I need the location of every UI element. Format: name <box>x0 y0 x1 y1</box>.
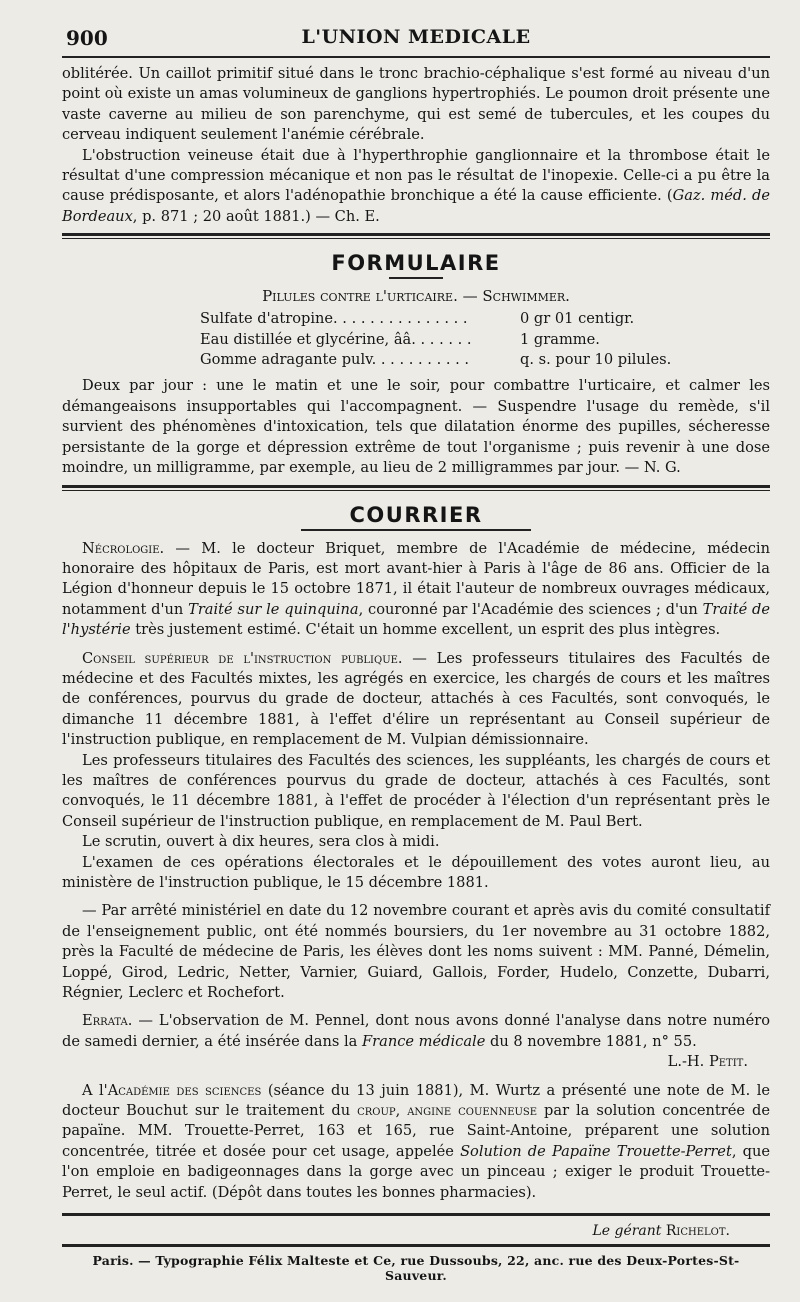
page-header <box>62 22 770 56</box>
prescription-title: Pilules contre l'urticaire. — Schwimmer. <box>262 287 570 306</box>
footer-rule <box>62 1244 770 1247</box>
conseil-label: Conseil supérieur de l'instruction publique. <box>82 649 403 667</box>
conseil-paragraph: Conseil supérieur de l'instruction publique. — Les professeurs titulaires des Facultés de médecine et des Facultés mixtes, les agrégés en exercice, les chargés de cours et les maîtres de conférences, pourvus du grade de docteur, attachés à ces Facultés, sont convoqués, le dimanche 11 décembre 1881, à l'effet d'élire un représentant au Conseil supérieur de l'instruction publique, en remplacement de M. Vulpian démissionnaire. <box>62 649 770 749</box>
necrologie-label: Nécrologie. <box>82 539 165 557</box>
academie-paragraph: A l'Académie des sciences (séance du 13 juin 1881), M. Wurtz a présenté une note de M. le docteur Bouchut sur le traitement du croup, angine couenneuse par la solution concentrée de papaïne. MM. Trouette-Perret, 163 et 165, rue Saint-Antoine, préparent une solution concentrée, titrée et dosée pour cet usage, appelée Solution de Papaïne Trouette-Perret, que l'on emploie en badigeonnages dans la gorge avec un pinceau ; exiger le produit Trouette-Perret, le seul actif. (Dépôt dans toutes les bonnes pharmacies). <box>62 1081 771 1201</box>
arrete-paragraph: — Par arrêté ministériel en date du 12 novembre courant et après avis du comité consultatif de l'enseignement public, ont été nommés boursiers, du 1er novembre au 31 octobre 1882, près la Faculté de médecine de Paris, les élèves dont les noms suivent : MM. Panné, Démelin, Loppé, Girod, Ledric, Netter, Varnier, Guiard, Gallois, Forder, Hudelo, Conzette, Dubarri, Régnier, Leclerc et Rochefort. <box>62 902 770 1002</box>
ingredient-name: Sulfate d'atropine. . . . . . . . . . . . . . . <box>200 310 468 328</box>
page-number: 900 <box>66 26 108 50</box>
printer-imprint: Paris. — Typographie Félix Malteste et Ce, rue Dussoubs, 22, anc. rue des Deux-Portes-St-Sauveur. <box>92 1253 740 1284</box>
section-divider <box>62 485 770 491</box>
source-citation: Gaz. méd. de Bordeaux <box>62 187 771 225</box>
errata-paragraph: Errata. — L'observation de M. Pennel, dont nous avons donné l'analyse dans notre numéro de samedi dernier, a été insérée dans la France médicale du 8 novembre 1881, n° 55. <box>62 1012 770 1050</box>
ingredient-name: Gomme adragante pulv. . . . . . . . . . . <box>200 351 470 369</box>
ingredient-dose: q. s. pour 10 pilules. <box>520 351 672 369</box>
sciences-paragraph: Les professeurs titulaires des Facultés des sciences, les suppléants, les chargés de cours et les maîtres de conférences pourvus du grade de docteur, attachés à ces Facultés, sont convoqués, le 11 décembre 1881, à l'effet de procéder à l'élection d'un représentant près le Conseil supérieur de l'instruction publique, en remplacement de M. Paul Bert. <box>62 751 770 830</box>
title-underline <box>301 529 531 531</box>
gerant-name: Richelot. <box>665 1223 730 1240</box>
prescription-table <box>200 309 770 370</box>
errata-signature: L.-H. Petit. <box>667 1053 748 1071</box>
formulaire-title: FORMULAIRE <box>331 251 501 276</box>
ingredient-row <box>200 309 770 329</box>
courrier-title: COURRIER <box>349 502 483 527</box>
ingredient-dose: 0 gr 01 centigr. <box>520 310 635 328</box>
gerant-label: Le gérant <box>592 1223 662 1240</box>
title-underline <box>389 277 443 279</box>
errata-label: Errata. <box>82 1012 133 1030</box>
gerant-line <box>62 1220 770 1242</box>
ingredient-dose: 1 gramme. <box>520 330 600 348</box>
ingredient-row <box>200 350 770 370</box>
running-title: L'UNION MEDICALE <box>301 26 531 48</box>
ingredient-name: Eau distillée et glycérine, ââ. . . . . . . <box>200 330 472 348</box>
ingredient-row <box>200 330 770 350</box>
intro-paragraph-2: L'obstruction veineuse était due à l'hyperthrophie ganglionnaire et la thrombose était le résultat d'une compression mécanique et non pas le résultat de l'inopexie. Celle-ci a pu être la cause prédisposante, et alors l'adénopathie bronchique a été la cause efficiente. (Gaz. méd. de Bordeaux, p. 871 ; 20 août 1881.) — Ch. E. <box>62 146 771 225</box>
section-divider <box>62 233 770 239</box>
examen-paragraph: L'examen de ces opérations électorales et le dépouillement des votes auront lieu, au ministère de l'instruction publique, le 15 décembre 1881. <box>62 853 770 891</box>
intro-paragraph-1: oblitérée. Un caillot primitif situé dans le tronc brachio-céphalique s'est formé au niveau d'un point où existe un amas volumineux de ganglions hypertrophiés. Le poumon droit présente une vaste caverne au milieu de son parenchyme, qui est semé de tubercules, et les coupes du cerveau indiquent seulement l'anémie cérébrale. <box>62 65 770 144</box>
necrologie-paragraph: Nécrologie. — M. le docteur Briquet, membre de l'Académie de médecine, médecin honoraire des hôpitaux de Paris, est mort avant-hier à Paris à l'âge de 86 ans. Officier de la Légion d'honneur depuis le 15 octobre 1871, il était l'auteur de nombreux ouvrages médicaux, notamment d'un Traité sur le quinquina, couronné par l'Académie des sciences ; d'un Traité de l'hystérie très justement estimé. C'était un homme excellent, un esprit des plus intègres. <box>62 539 771 639</box>
footer-rule <box>62 1213 770 1216</box>
scrutin-paragraph: Le scrutin, ouvert à dix heures, sera clos à midi. <box>82 833 440 851</box>
formulaire-body: Deux par jour : une le matin et une le soir, pour combattre l'urticaire, et calmer les démangeaisons insupportables qui l'accompagnent. — Suspendre l'usage du remède, s'il survient des phénomènes d'intoxication, tels que dilatation énorme des pupilles, sécheresse persistante de la gorge et dépression extrême de tout l'organisme ; puis revenir à une dose moindre, un milligramme, par exemple, au lieu de 2 milligrammes par jour. — N. G. <box>62 377 770 477</box>
